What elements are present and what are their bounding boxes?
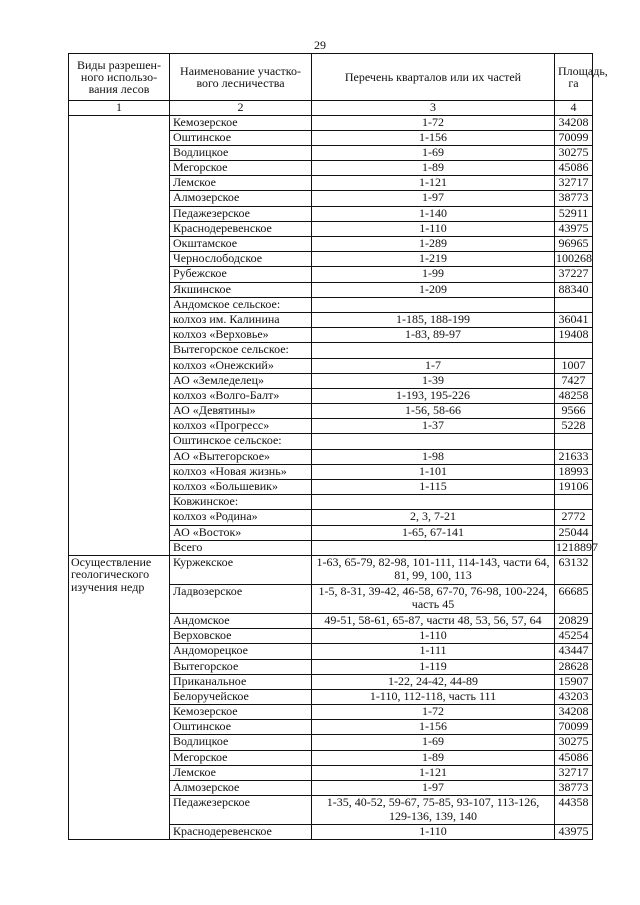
area-cell: 70099 xyxy=(555,720,593,735)
forestry-name-cell: Кемозерское xyxy=(170,705,312,720)
activity-type-cell xyxy=(69,115,170,555)
forestry-name-cell: АО «Восток» xyxy=(170,525,312,540)
area-cell: 43975 xyxy=(555,221,593,236)
forestry-name-cell: Рубежское xyxy=(170,267,312,282)
quarters-cell: 1-119 xyxy=(312,659,555,674)
quarters-cell xyxy=(312,495,555,510)
quarters-cell xyxy=(312,343,555,358)
area-cell: 45086 xyxy=(555,161,593,176)
quarters-cell: 1-39 xyxy=(312,373,555,388)
quarters-cell: 1-89 xyxy=(312,750,555,765)
quarters-cell: 1-37 xyxy=(312,419,555,434)
area-cell: 19408 xyxy=(555,328,593,343)
quarters-cell: 1-193, 195-226 xyxy=(312,388,555,403)
quarters-cell xyxy=(312,540,555,555)
area-cell: 9566 xyxy=(555,404,593,419)
forestry-name-cell: АО «Девятины» xyxy=(170,404,312,419)
forestry-name-cell: Оштинское xyxy=(170,130,312,145)
quarters-cell: 1-101 xyxy=(312,464,555,479)
area-cell: 63132 xyxy=(555,555,593,584)
area-cell: 36041 xyxy=(555,312,593,327)
quarters-cell: 1-83, 89-97 xyxy=(312,328,555,343)
quarters-cell: 2, 3, 7-21 xyxy=(312,510,555,525)
area-cell xyxy=(555,434,593,449)
forestry-name-cell: Верховское xyxy=(170,629,312,644)
quarters-cell: 1-121 xyxy=(312,765,555,780)
table-body xyxy=(69,114,598,840)
column-number-row xyxy=(69,101,593,116)
area-cell: 45254 xyxy=(555,629,593,644)
area-cell: 38773 xyxy=(555,191,593,206)
header-forestry: Наименование участко-вого лесничества xyxy=(170,54,312,101)
column-number: 2 xyxy=(170,101,312,116)
quarters-cell: 1-110 xyxy=(312,825,555,840)
quarters-cell: 49-51, 58-61, 65-87, части 48, 53, 56, 57, 64 xyxy=(312,613,555,628)
forestry-name-cell: колхоз «Новая жизнь» xyxy=(170,464,312,479)
forestry-name-cell: Якшинское xyxy=(170,282,312,297)
forestry-name-cell: Мегорское xyxy=(170,161,312,176)
forestry-name-cell: колхоз «Онежский» xyxy=(170,358,312,373)
area-cell: 44358 xyxy=(555,796,593,825)
area-cell: 43975 xyxy=(555,825,593,840)
forestry-name-cell: Андомское xyxy=(170,613,312,628)
area-cell: 21633 xyxy=(555,449,593,464)
area-cell: 45086 xyxy=(555,750,593,765)
forestry-name-cell: Куржекское xyxy=(170,555,312,584)
quarters-cell: 1-289 xyxy=(312,237,555,252)
forestry-name-cell: Краснодеревенское xyxy=(170,825,312,840)
area-cell: 37227 xyxy=(555,267,593,282)
area-cell: 32717 xyxy=(555,176,593,191)
area-cell: 20829 xyxy=(555,613,593,628)
area-cell: 43447 xyxy=(555,644,593,659)
forestry-name-cell: колхоз «Волго-Балт» xyxy=(170,388,312,403)
quarters-cell: 1-185, 188-199 xyxy=(312,312,555,327)
quarters-cell xyxy=(312,434,555,449)
header-row xyxy=(69,54,593,101)
forestry-name-cell: Вытегорское сельское: xyxy=(170,343,312,358)
quarters-cell: 1-97 xyxy=(312,781,555,796)
forestry-name-cell: Лемское xyxy=(170,176,312,191)
area-cell: 1007 xyxy=(555,358,593,373)
area-cell: 25044 xyxy=(555,525,593,540)
quarters-cell: 1-110, 112-118, часть 111 xyxy=(312,689,555,704)
forestry-name-cell: колхоз «Большевик» xyxy=(170,480,312,495)
area-cell: 19106 xyxy=(555,480,593,495)
quarters-cell: 1-98 xyxy=(312,449,555,464)
area-cell: 88340 xyxy=(555,282,593,297)
forestry-name-cell: колхоз им. Калинина xyxy=(170,312,312,327)
forest-use-table xyxy=(68,53,608,840)
quarters-cell: 1-121 xyxy=(312,176,555,191)
forestry-name-cell: колхоз «Прогресс» xyxy=(170,419,312,434)
area-cell: 48258 xyxy=(555,388,593,403)
forestry-name-cell: АО «Земледелец» xyxy=(170,373,312,388)
forestry-name-cell: Оштинское сельское: xyxy=(170,434,312,449)
area-cell: 34208 xyxy=(555,705,593,720)
table-row xyxy=(69,555,593,584)
area-cell: 30275 xyxy=(555,145,593,160)
forestry-name-cell: Белоручейское xyxy=(170,689,312,704)
quarters-cell: 1-115 xyxy=(312,480,555,495)
area-cell: 32717 xyxy=(555,765,593,780)
forestry-name-cell: Мегорское xyxy=(170,750,312,765)
area-cell: 7427 xyxy=(555,373,593,388)
page-number: 29 xyxy=(314,38,326,52)
forestry-name-cell: Лемское xyxy=(170,765,312,780)
forestry-name-cell: Андомское сельское: xyxy=(170,297,312,312)
forestry-name-cell: Краснодеревенское xyxy=(170,221,312,236)
area-cell: 30275 xyxy=(555,735,593,750)
column-number: 1 xyxy=(69,101,170,116)
area-cell xyxy=(555,495,593,510)
quarters-cell: 1-219 xyxy=(312,252,555,267)
quarters-cell: 1-156 xyxy=(312,720,555,735)
forestry-name-cell: Кемозерское xyxy=(170,115,312,130)
forestry-name-cell: Чернослободское xyxy=(170,252,312,267)
forestry-name-cell: Педажезерское xyxy=(170,796,312,825)
forestry-name-cell: Всего xyxy=(170,540,312,555)
forestry-name-cell: Окштамское xyxy=(170,237,312,252)
quarters-cell: 1-5, 8-31, 39-42, 46-58, 67-70, 76-98, 100-224, часть 45 xyxy=(312,584,555,613)
area-cell: 66685 xyxy=(555,584,593,613)
quarters-cell: 1-209 xyxy=(312,282,555,297)
quarters-cell: 1-156 xyxy=(312,130,555,145)
quarters-cell: 1-111 xyxy=(312,644,555,659)
forestry-name-cell: Педажезерское xyxy=(170,206,312,221)
column-number: 3 xyxy=(312,101,555,116)
quarters-cell: 1-69 xyxy=(312,145,555,160)
area-cell: 34208 xyxy=(555,115,593,130)
forestry-name-cell: АО «Вытегорское» xyxy=(170,449,312,464)
area-cell: 1218897 xyxy=(556,539,598,554)
quarters-cell: 1-63, 65-79, 82-98, 101-111, 114-143, части 64, 81, 99, 100, 113 xyxy=(312,555,555,584)
header-area: Площадь, га xyxy=(555,54,593,101)
quarters-cell: 1-72 xyxy=(312,115,555,130)
area-cell: 2772 xyxy=(555,510,593,525)
quarters-cell: 1-69 xyxy=(312,735,555,750)
area-cell: 100268 xyxy=(556,251,592,266)
forestry-name-cell: Алмозерское xyxy=(170,191,312,206)
area-cell: 38773 xyxy=(555,781,593,796)
quarters-cell: 1-110 xyxy=(312,629,555,644)
quarters-cell: 1-99 xyxy=(312,267,555,282)
forestry-name-cell: Ладвозерское xyxy=(170,584,312,613)
quarters-cell: 1-140 xyxy=(312,206,555,221)
quarters-cell: 1-89 xyxy=(312,161,555,176)
area-cell: 15907 xyxy=(555,674,593,689)
area-cell: 5228 xyxy=(555,419,593,434)
forestry-name-cell: колхоз «Родина» xyxy=(170,510,312,525)
header-activity: Виды разрешен-ного использо-вания лесов xyxy=(69,54,170,101)
forestry-name-cell: Андоморецкое xyxy=(170,644,312,659)
forestry-name-cell: Алмозерское xyxy=(170,781,312,796)
area-cell: 43203 xyxy=(555,689,593,704)
quarters-cell: 1-110 xyxy=(312,221,555,236)
table-row xyxy=(69,115,593,130)
quarters-cell: 1-65, 67-141 xyxy=(312,525,555,540)
area-cell xyxy=(555,297,593,312)
quarters-cell xyxy=(312,297,555,312)
area-cell: 18993 xyxy=(555,464,593,479)
activity-type-cell: Осуществление геологического изучения недр xyxy=(69,555,170,839)
forestry-name-cell: Ковжинское: xyxy=(170,495,312,510)
quarters-cell: 1-56, 58-66 xyxy=(312,404,555,419)
forestry-name-cell: Приканальное xyxy=(170,674,312,689)
header-quarters: Перечень кварталов или их частей xyxy=(312,54,555,101)
column-number: 4 xyxy=(555,101,593,116)
quarters-cell: 1-7 xyxy=(312,358,555,373)
area-cell: 28628 xyxy=(555,659,593,674)
forestry-name-cell: Вытегорское xyxy=(170,659,312,674)
area-cell: 52911 xyxy=(555,206,593,221)
forestry-name-cell: Оштинское xyxy=(170,720,312,735)
forestry-name-cell: Водлицкое xyxy=(170,735,312,750)
quarters-cell: 1-22, 24-42, 44-89 xyxy=(312,674,555,689)
forestry-name-cell: колхоз «Верховье» xyxy=(170,328,312,343)
area-cell: 70099 xyxy=(555,130,593,145)
area-cell: 96965 xyxy=(555,237,593,252)
forestry-name-cell: Водлицкое xyxy=(170,145,312,160)
quarters-cell: 1-72 xyxy=(312,705,555,720)
area-cell xyxy=(555,343,593,358)
quarters-cell: 1-35, 40-52, 59-67, 75-85, 93-107, 113-126, 129-136, 139, 140 xyxy=(312,796,555,825)
quarters-cell: 1-97 xyxy=(312,191,555,206)
